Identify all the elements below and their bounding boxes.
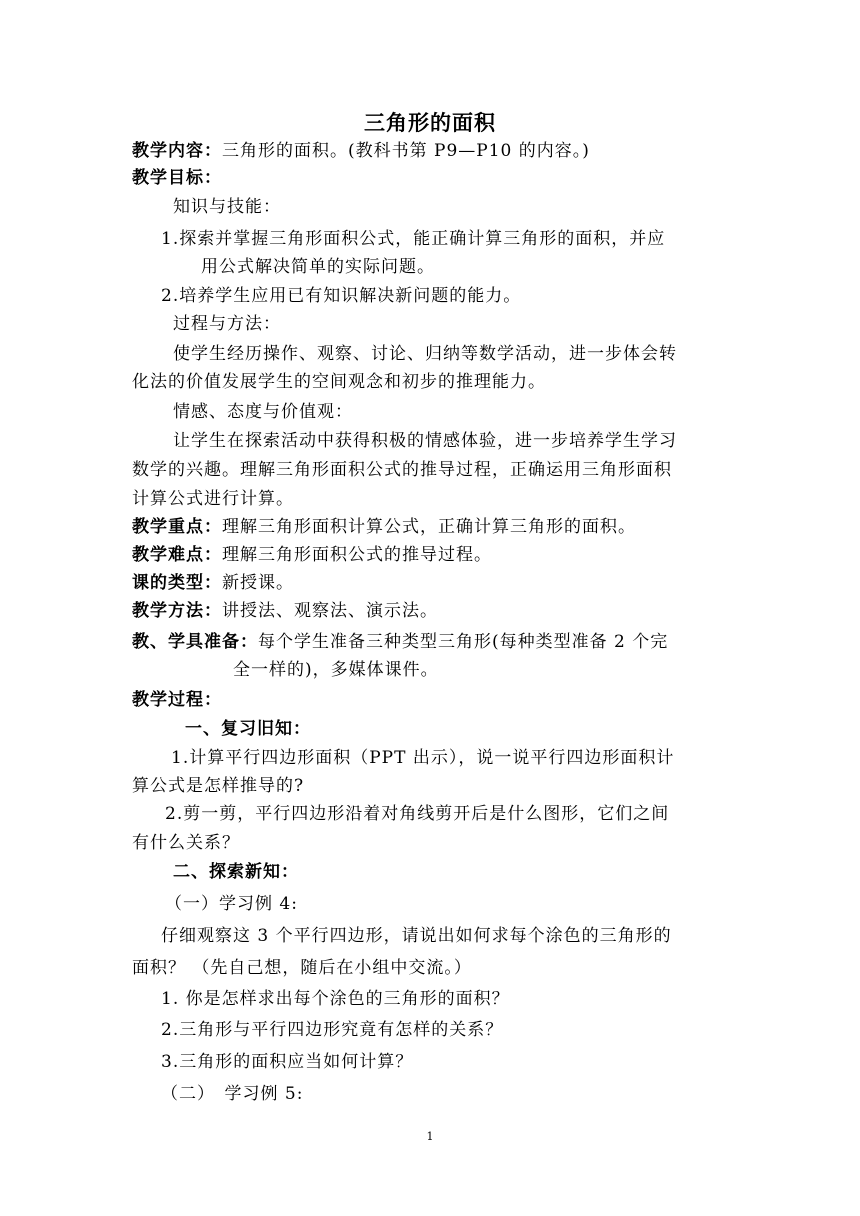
emotion-text-a: 让学生在探索活动中获得积极的情感体验，进一步培养学生学习 [173, 431, 677, 451]
review-2-b: 有什么关系？ [132, 833, 240, 853]
page-title: 三角形的面积 [364, 111, 496, 135]
review-2-a: 2.剪一剪，平行四边形沿着对角线剪开后是什么图形，它们之间 [165, 804, 670, 824]
content-line [132, 140, 590, 162]
example-4-text-b: 面积？ （先自己想，随后在小组中交流。） [132, 958, 472, 978]
difficulty-label: 教学难点： [132, 545, 222, 565]
page-number: 1 [426, 1130, 434, 1143]
question-3: 3.三角形的面积应当如何计算？ [161, 1052, 414, 1072]
emotion-heading: 情感、态度与价值观： [173, 402, 353, 422]
lesson-type-label: 课的类型： [132, 573, 222, 593]
knowledge-heading: 知识与技能： [173, 197, 281, 217]
objectives-label: 教学目标： [132, 168, 222, 188]
objective-k2: 2.培养学生应用已有知识解决新问题的能力。 [161, 286, 522, 306]
example-4-text-a: 仔细观察这 3 个平行四边形，请说出如何求每个涂色的三角形的 [161, 926, 672, 946]
question-1: 1. 你是怎样求出每个涂色的三角形的面积？ [161, 989, 510, 1009]
example-5-heading: （二） 学习例 5: [161, 1084, 304, 1104]
prep-text-a: 每个学生准备三种类型三角形(每种类型准备 2 个完 [258, 632, 669, 652]
emotion-text-c: 计算公式进行计算。 [132, 489, 294, 509]
emotion-text-b: 数学的兴趣。理解三角形面积公式的推导过程，正确运用三角形面积 [132, 460, 672, 480]
method-text: 讲授法、观察法、演示法。 [222, 601, 438, 621]
method-line [132, 600, 438, 622]
key-point-line [132, 516, 636, 538]
prep-line [132, 631, 668, 653]
difficulty-line [132, 544, 492, 566]
question-2: 2.三角形与平行四边形究竟有怎样的关系？ [161, 1020, 504, 1040]
content-label: 教学内容： [132, 141, 222, 161]
prep-label: 教、学具准备： [132, 632, 258, 652]
review-1-a: 1.计算平行四边形面积（PPT 出示），说一说平行四边形面积计 [171, 748, 675, 768]
objective-k1-b: 用公式解决简单的实际问题。 [201, 257, 435, 277]
objective-k1-a: 1.探索并掌握三角形面积公式，能正确计算三角形的面积，并应 [161, 229, 666, 249]
content-text: 三角形的面积。(教科书第 P9—P10 的内容。) [222, 141, 590, 161]
explore-heading: 二、探索新知： [173, 862, 299, 882]
difficulty-text: 理解三角形面积公式的推导过程。 [222, 545, 492, 565]
process-text-a: 使学生经历操作、观察、讨论、归纳等数学活动，进一步体会转 [173, 344, 677, 364]
key-point-text: 理解三角形面积计算公式，正确计算三角形的面积。 [222, 517, 636, 537]
process-heading: 过程与方法： [173, 314, 281, 334]
review-heading: 一、复习旧知： [185, 719, 311, 739]
process-text-b: 化法的价值发展学生的空间观念和初步的推理能力。 [132, 372, 546, 392]
example-4-heading: （一）学习例 4: [165, 894, 298, 914]
lesson-type-text: 新授课。 [222, 573, 294, 593]
key-point-label: 教学重点： [132, 517, 222, 537]
method-label: 教学方法： [132, 601, 222, 621]
prep-text-b: 全一样的)，多媒体课件。 [233, 660, 439, 680]
process-label: 教学过程： [132, 690, 222, 710]
lesson-type-line [132, 572, 294, 594]
review-1-b: 算公式是怎样推导的? [132, 776, 305, 796]
